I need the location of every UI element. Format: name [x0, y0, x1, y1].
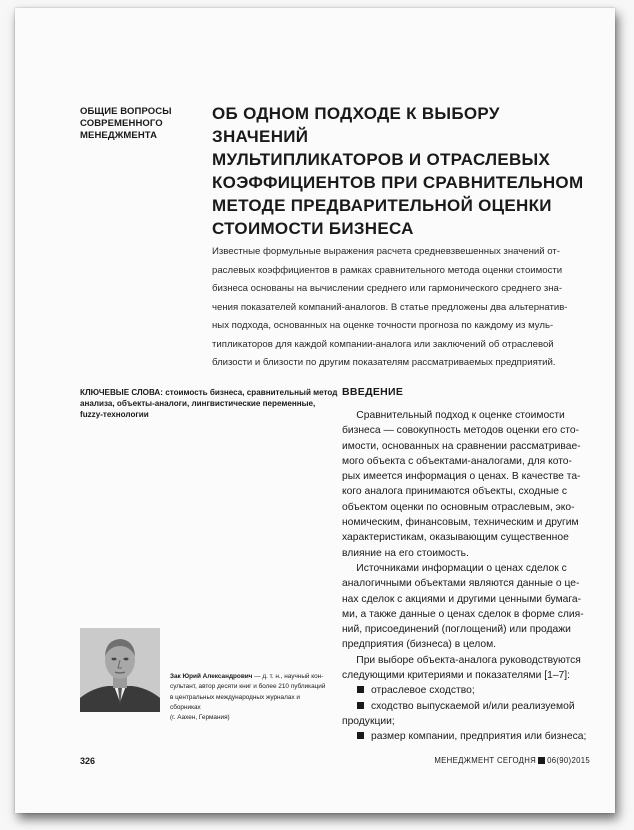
author-bio: — д. т. н., научный кон- сультант, автор десяти книг и более 210 публикаций в центральных международных журналах и сборниках (г. Аахен, Германия) — [170, 673, 326, 722]
body-line: следующими критериями и показателями [1–7]: — [342, 670, 571, 682]
keywords: КЛЮЧЕВЫЕ СЛОВА: стоимость бизнеса, сравнительный метод анализа, объекты-аналоги, лингвистические переменные, fuzzy-технологии — [80, 388, 338, 419]
body-line: рых имеется информация о ценах. В качестве та- — [342, 471, 581, 483]
author-name: Зак Юрий Александрович — [170, 673, 253, 680]
page-number: 326 — [80, 756, 96, 766]
body-line: При выборе объекта-аналога руководствуются — [342, 654, 581, 666]
body-line: кого аналога принимаются объекты, сходные с — [342, 486, 567, 498]
body-line: бизнеса — совокупность методов оценки его сто- — [342, 425, 580, 437]
body-line: имости, основанных на сравнении рассматривае- — [342, 440, 581, 452]
bullet-item: отраслевое сходство; — [342, 683, 612, 698]
body-line: ми, а также данные о ценах сделок в форме слия- — [342, 608, 584, 620]
bullet-square-icon — [357, 702, 364, 709]
body-line: мого объекта с объектами-аналогами, для кото- — [342, 455, 572, 467]
bullet-item: сходство выпускаемой и/или реализуемой — [342, 699, 612, 714]
body-line: предприятия (бизнеса) в целом. — [342, 639, 497, 651]
body-line: номическим, финансовым, техническим и другим — [342, 517, 579, 529]
body-line: аналогичными объектами являются данные о це- — [342, 578, 580, 590]
body-line: нах сделок с акциями и другими ценными бумага- — [342, 593, 582, 605]
body-line: объектом оценки по основным отраслевым, эко- — [342, 501, 575, 513]
body-line: Источниками информации о ценах сделок с — [342, 562, 567, 574]
body-line: влияние на его стоимость. — [342, 547, 469, 559]
article-abstract: Известные формульные выражения расчета средневзвешенных значений от- раслевых коэффициентов в рамках сравнительного метода оценки стоимости бизнеса основаны на вычислении среднего или гармонического среднего зна- чения показателей компаний-аналогов. В статье предложены два альтернатив- ных подхода, основанных на оценке точности прогноза по каждому из муль- типликаторов для каждой компании-аналога или заключений об отраслевой близости и близости по другим показателям рассматриваемых предприятий. — [212, 246, 568, 368]
journal-name: МЕНЕДЖМЕНТ СЕГОДНЯ — [434, 756, 537, 765]
bullet-item: размер компании, предприятия или бизнеса; — [342, 729, 612, 744]
intro-body — [342, 408, 612, 745]
bullet-square-icon — [357, 732, 364, 739]
bullet-continuation: продукции; — [342, 715, 395, 727]
journal-footer — [434, 756, 590, 765]
article-title: ОБ ОДНОМ ПОДХОДЕ К ВЫБОРУ ЗНАЧЕНИЙ МУЛЬТИПЛИКАТОРОВ И ОТРАСЛЕВЫХ КОЭФФИЦИЕНТОВ ПРИ СРАВНИТЕЛЬНОМ МЕТОДЕ ПРЕДВАРИТЕЛЬНОЙ ОЦЕНКИ СТОИМОСТИ БИЗНЕСА — [212, 104, 584, 238]
section-label: ОБЩИЕ ВОПРОСЫ СОВРЕМЕННОГО МЕНЕДЖМЕНТА — [80, 106, 172, 141]
bullet-square-icon — [357, 686, 364, 693]
square-separator-icon — [538, 757, 545, 764]
author-photo — [80, 628, 160, 712]
intro-heading: ВВЕДЕНИЕ — [342, 386, 404, 398]
author-info — [170, 672, 330, 723]
journal-issue: 06(90)2015 — [547, 756, 590, 765]
body-line: Сравнительный подход к оценке стоимости — [342, 410, 565, 421]
body-line: ний, присоединений (поглощений) или продажи — [342, 624, 571, 636]
body-line: характеристикам, оказывающим существенное — [342, 532, 569, 544]
journal-page — [15, 8, 615, 813]
